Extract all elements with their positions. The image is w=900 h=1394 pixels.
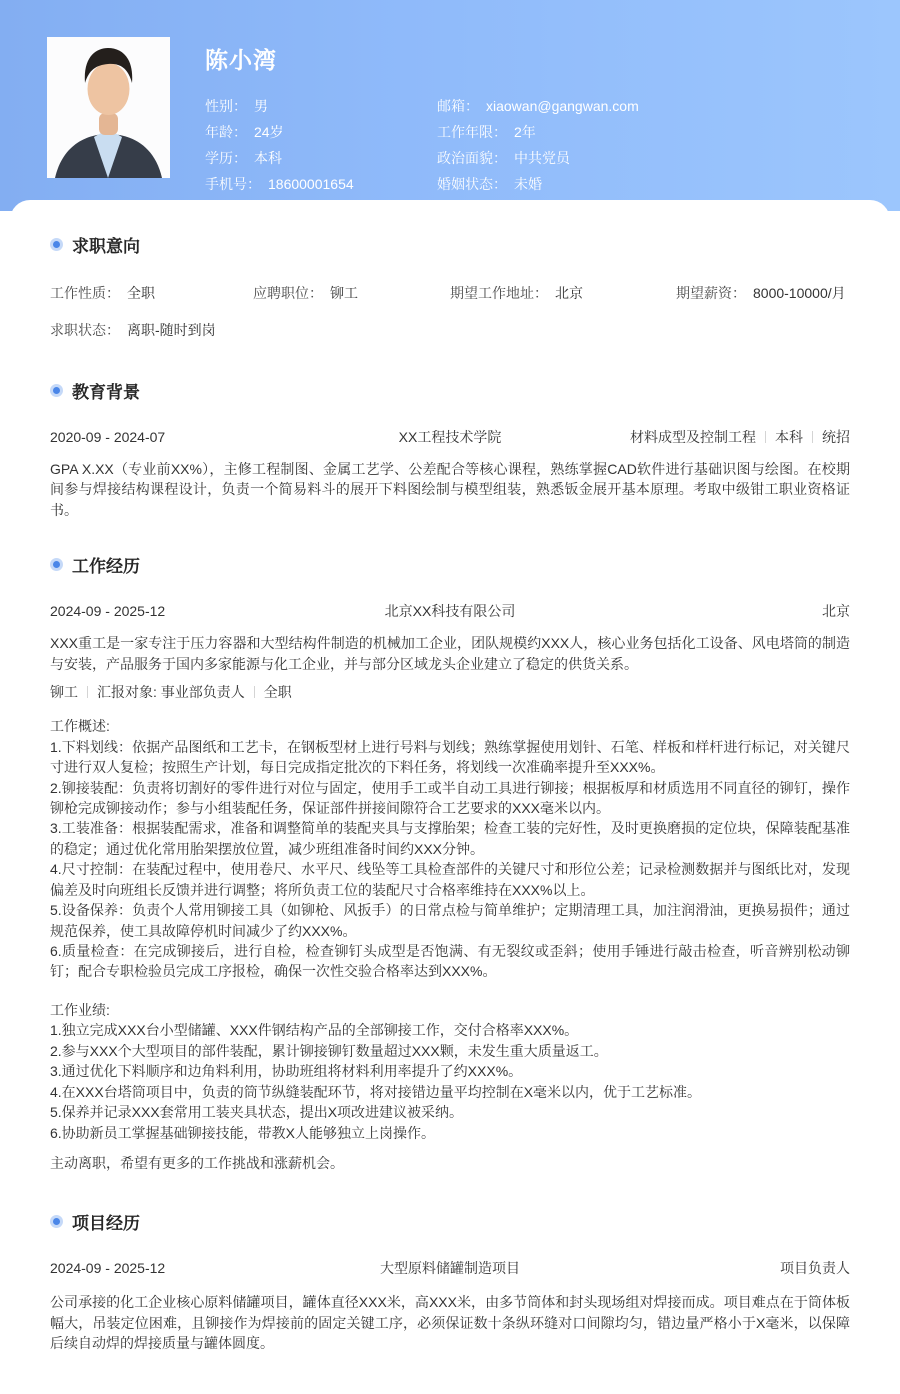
job-intent-row-1 xyxy=(50,283,850,303)
company-intro: XXX重工是一家专注于压力容器和大型结构件制造的机械加工企业，团队规模约XXX人，核心业务包括化工设备、风电塔筒的制造与安装，产品服务于国内多家能源与化工企业，并与部分区域龙头企业建立了稳定的供货关系。 xyxy=(50,635,850,672)
work-company: 北京XX科技有限公司 xyxy=(384,603,516,620)
profile-photo xyxy=(47,37,170,178)
work-achievement-item: 4.在XXX台塔筒项目中，负责的筒节纵缝装配环节，将对接错边量平均控制在X毫米以内，优于工艺标准。 xyxy=(50,1083,702,1100)
work-duty-item: 3.工装准备：根据装配需求，准备和调整简单的装配夹具与支撑胎架；检查工装的完好性，及时更换磨损的定位块，保障装配基准的稳定；通过优化常用胎架摆放位置，减少班组准备时间约XXX分钟。 xyxy=(50,820,850,857)
field-target-location xyxy=(450,283,676,303)
field-work-years xyxy=(437,122,865,148)
field-value: 8000-10000/月 xyxy=(753,285,846,301)
section-job-intent xyxy=(50,232,850,340)
divider xyxy=(87,686,88,698)
resume-header xyxy=(0,0,900,211)
education-detail xyxy=(630,427,850,447)
work-duty-item: 2.铆接装配：负责将切割好的零件进行对位与固定，使用手工或半自动工具进行铆接；根据板厚和材质选用不同直径的铆钉，操作铆枪完成铆接动作；参与小组装配任务，保证部件拼接间隙符合工艺要求的XXX毫米以内。 xyxy=(50,779,850,816)
project-period: 2024-09 - 2025-12 xyxy=(50,1260,166,1277)
work-leave-reason: 主动离职，希望有更多的工作挑战和涨薪机会。 xyxy=(50,1154,344,1171)
work-achievement-item: 6.协助新员工掌握基础铆接技能，带教X人能够独立上岗操作。 xyxy=(50,1124,436,1141)
field-label: 邮箱： xyxy=(437,98,479,114)
field-value: 离职-随时到岗 xyxy=(127,322,216,338)
field-email xyxy=(437,96,865,122)
field-job-status xyxy=(50,320,850,340)
field-label: 应聘职位： xyxy=(253,285,323,301)
section-bullet-dot-icon xyxy=(53,561,60,568)
field-label: 学历： xyxy=(205,150,247,166)
education-period: 2020-09 - 2024-07 xyxy=(50,429,166,445)
field-gender xyxy=(205,96,437,122)
section-title: 项目经历 xyxy=(72,1214,140,1234)
field-label: 性别： xyxy=(205,98,247,114)
work-achievement-item: 2.参与XXX个大型项目的部件装配，累计铆接铆钉数量超过XXX颗，未发生重大质量返工。 xyxy=(50,1042,608,1059)
section-title: 教育背景 xyxy=(72,383,140,402)
divider xyxy=(254,686,255,698)
section-title-row xyxy=(50,552,850,577)
project-role: 项目负责人 xyxy=(780,1260,850,1277)
field-label: 婚姻状态： xyxy=(437,176,507,192)
work-achievement-item: 3.通过优化下料顺序和边角料利用，协助班组将材料利用率提升了约XXX%。 xyxy=(50,1063,523,1080)
content-panel xyxy=(10,200,890,1394)
field-value: 全职 xyxy=(127,285,155,301)
work-job-type: 全职 xyxy=(263,684,292,701)
field-value: 2年 xyxy=(514,124,536,140)
field-value: 24岁 xyxy=(254,124,284,140)
education-school: XX工程技术学院 xyxy=(398,429,502,445)
field-label: 政治面貌： xyxy=(437,150,507,166)
portrait-photo-icon xyxy=(47,37,170,178)
divider xyxy=(765,431,766,443)
field-phone xyxy=(205,174,437,200)
section-bullet-dot-icon xyxy=(53,387,60,394)
field-value: 本科 xyxy=(254,150,282,166)
work-meta-row xyxy=(50,601,850,621)
work-achievement-item: 1.独立完成XXX台小型储罐、XXX件钢结构产品的全部铆接工作，交付合格率XXX%。 xyxy=(50,1022,579,1039)
education-meta-row xyxy=(50,427,850,447)
section-bullet-dot-icon xyxy=(53,241,60,248)
section-bullet-icon xyxy=(50,558,63,571)
section-project-experience xyxy=(50,1209,850,1353)
section-title-row xyxy=(50,232,850,257)
education-major: 材料成型及控制工程 xyxy=(630,429,756,445)
section-work-experience xyxy=(50,552,850,1173)
education-degree: 本科 xyxy=(775,429,803,445)
field-label: 期望工作地址： xyxy=(450,285,548,301)
work-achievements-title: 工作业绩: xyxy=(50,1001,110,1018)
field-job-nature xyxy=(50,283,253,303)
job-intent-row-2 xyxy=(50,320,850,340)
section-education xyxy=(50,378,850,520)
field-target-position xyxy=(253,283,450,303)
header-info xyxy=(205,42,865,200)
field-label: 求职状态： xyxy=(50,322,120,338)
section-bullet-dot-icon xyxy=(53,1218,60,1225)
field-value: 未婚 xyxy=(514,176,542,192)
work-duty-item: 6.质量检查：在完成铆接后，进行自检，检查铆钉头成型是否饱满、有无裂纹或歪斜；使用手锤进行敲击检查，听音辨别松动铆钉；配合专职检验员完成工序报检，确保一次性交验合格率达到XXX%。 xyxy=(50,943,850,980)
field-label: 工作年限： xyxy=(437,124,507,140)
field-value: 18600001654 xyxy=(268,176,354,192)
work-location: 北京 xyxy=(822,603,850,620)
project-meta-row xyxy=(50,1258,850,1278)
field-value: 中共党员 xyxy=(514,150,570,166)
field-age xyxy=(205,122,437,148)
work-duty-item: 4.尺寸控制：在装配过程中，使用卷尺、水平尺、线坠等工具检查部件的关键尺寸和形位公差；记录检测数据并与图纸比对，发现偏差及时向班组长反馈并进行调整；将所负责工位的装配尺寸合格率维持在XXX%以上。 xyxy=(50,861,850,898)
work-overview-title: 工作概述: xyxy=(50,718,110,735)
field-label: 期望薪资： xyxy=(676,285,746,301)
field-expected-salary xyxy=(676,283,850,303)
field-marital-status xyxy=(437,174,865,200)
field-label: 工作性质： xyxy=(50,285,120,301)
work-duty-item: 5.设备保养：负责个人常用铆接工具（如铆枪、风扳手）的日常点检与简单维护；定期清理工具，加注润滑油，更换易损件；通过规范保养，使工具故障停机时间减少了约XXX%。 xyxy=(50,902,850,939)
section-bullet-icon xyxy=(50,238,63,251)
field-political-status xyxy=(437,148,865,174)
work-position-row xyxy=(50,682,850,702)
work-achievements-block xyxy=(50,1000,850,1143)
field-value: 铆工 xyxy=(330,285,358,301)
work-achievement-item: 5.保养并记录XXX套常用工装夹具状态，提出X项改进建议被采纳。 xyxy=(50,1104,464,1121)
field-label: 年龄： xyxy=(205,124,247,140)
field-value: 男 xyxy=(254,98,268,114)
work-position: 铆工 xyxy=(50,684,78,701)
section-bullet-icon xyxy=(50,384,63,397)
field-value: xiaowan@gangwan.com xyxy=(486,98,639,114)
field-value: 北京 xyxy=(555,285,583,301)
education-description: GPA X.XX（专业前XX%），主修工程制图、金属工艺学、公差配合等核心课程，熟练掌握CAD软件进行基础识图与绘图。在校期间参与焊接结构课程设计，负责一个简易料斗的展开下料图绘制与模型组装，熟悉钣金展开基本原理。考取中级钳工职业资格证书。 xyxy=(50,461,850,518)
section-title-row xyxy=(50,378,850,403)
section-title-row xyxy=(50,1209,850,1234)
project-description: 公司承接的化工企业核心原料储罐项目，罐体直径XXX米，高XXX米，由多节筒体和封头现场组对焊接而成。项目难点在于筒体板幅大，吊装定位困难，且铆接作为焊接前的固定关键工序，必须保证数十条纵环缝对口间隙均匀，错边量严格小于X毫米，以保障后续自动焊的焊接质量与罐体圆度。 xyxy=(50,1294,850,1352)
section-bullet-icon xyxy=(50,1215,63,1228)
header-fields xyxy=(205,96,865,200)
work-report-to: 汇报对象: 事业部负责人 xyxy=(97,684,245,701)
education-enrollment: 统招 xyxy=(822,429,850,445)
section-title: 求职意向 xyxy=(72,237,140,256)
work-overview-block xyxy=(50,716,850,982)
divider xyxy=(812,431,813,443)
candidate-name: 陈小湾 xyxy=(205,47,277,73)
section-title: 工作经历 xyxy=(72,557,140,577)
work-period: 2024-09 - 2025-12 xyxy=(50,603,166,620)
work-duty-item: 1.下料划线：依据产品图纸和工艺卡，在钢板型材上进行号料与划线；熟练掌握使用划针、石笔、样板和样杆进行标记，对关键尺寸进行双人复检；按照生产计划，每日完成指定批次的下料任务，将划线一次准确率提升至XXX%。 xyxy=(50,738,850,776)
project-name: 大型原料储罐制造项目 xyxy=(380,1260,520,1277)
field-degree xyxy=(205,148,437,174)
field-label: 手机号： xyxy=(205,176,261,192)
